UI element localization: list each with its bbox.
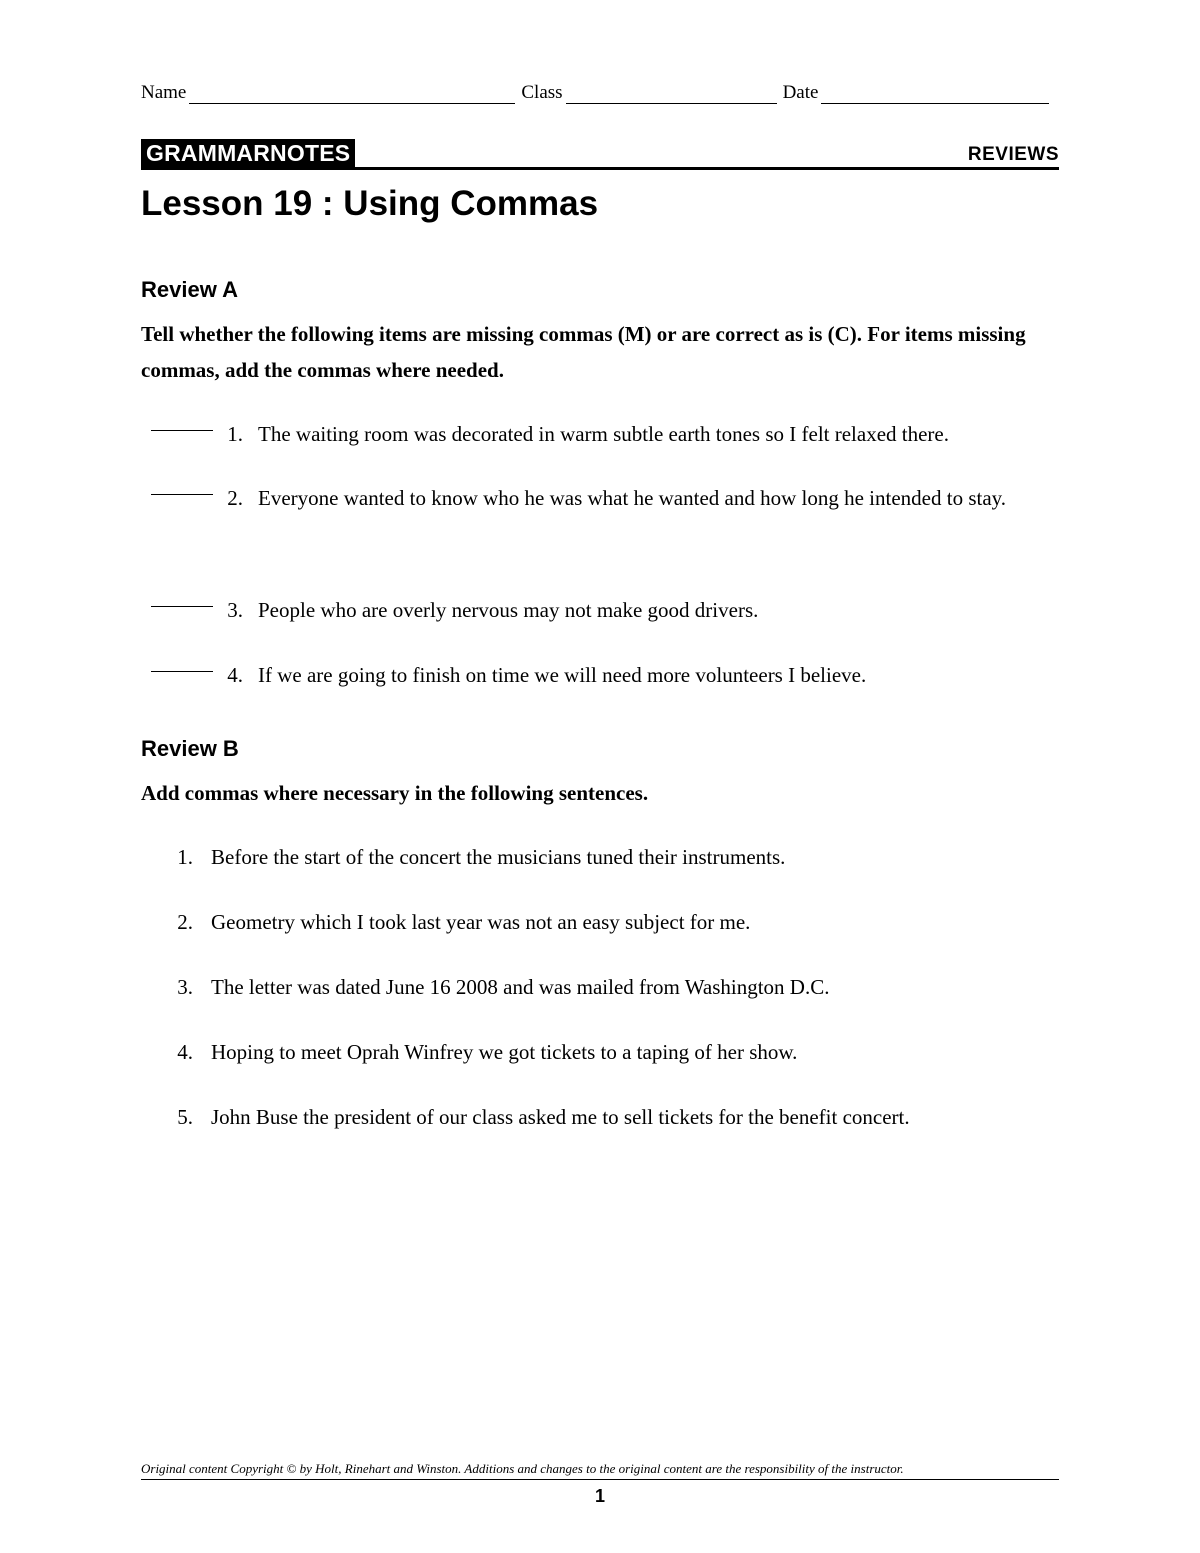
section-banner (141, 137, 1059, 170)
item-number: 4. (227, 663, 243, 687)
review-b-instructions: Add commas where necessary in the following sentences. (141, 781, 649, 805)
grammarnotes-label: GRAMMARNOTES (141, 139, 355, 167)
answer-blank[interactable] (151, 606, 213, 607)
item-number: 1. (227, 422, 243, 446)
item-text: Geometry which I took last year was not an easy subject for me. (211, 910, 751, 934)
item-text: People who are overly nervous may not make good drivers. (258, 598, 759, 622)
date-field[interactable] (821, 83, 1049, 104)
page-number: 1 (594, 1486, 605, 1506)
item-number: 4. (177, 1040, 193, 1064)
item-number: 2. (227, 486, 243, 510)
item-number: 1. (177, 845, 193, 869)
class-label: Class (521, 82, 563, 103)
answer-blank[interactable] (151, 494, 213, 495)
date-label: Date (782, 82, 819, 103)
page-title: Lesson 19 : Using Commas (141, 184, 599, 223)
student-info-header (141, 78, 1059, 104)
review-b-heading: Review B (141, 736, 239, 761)
item-number: 5. (177, 1105, 193, 1129)
item-text: John Buse the president of our class asked me to sell tickets for the benefit concert. (211, 1105, 910, 1129)
item-text: The letter was dated June 16 2008 and was mailed from Washington D.C. (211, 975, 830, 999)
item-text: The waiting room was decorated in warm subtle earth tones so I felt relaxed there. (258, 422, 950, 446)
item-number: 2. (177, 910, 193, 934)
reviews-label: REVIEWS (967, 144, 1059, 165)
item-text: If we are going to finish on time we will need more volunteers I believe. (258, 663, 867, 687)
item-number: 3. (177, 975, 193, 999)
answer-blank[interactable] (151, 671, 213, 672)
item-text: Hoping to meet Oprah Winfrey we got tickets to a taping of her show. (211, 1040, 798, 1064)
name-label: Name (141, 82, 187, 103)
item-text: Everyone wanted to know who he was what he wanted and how long he intended to stay. (258, 486, 1007, 510)
answer-blank[interactable] (151, 430, 213, 431)
review-a-heading: Review A (141, 277, 239, 302)
name-field[interactable] (189, 83, 515, 104)
item-number: 3. (227, 598, 243, 622)
review-a-instructions: Tell whether the following items are missing commas (M) or are correct as is (C). For items missing commas, add the commas where needed. (141, 322, 1026, 382)
class-field[interactable] (566, 83, 777, 104)
item-text: Before the start of the concert the musicians tuned their instruments. (211, 845, 786, 869)
copyright-notice: Original content Copyright © by Holt, Rinehart and Winston. Additions and changes to the original content are the responsibility of the instructor. (141, 1461, 1059, 1480)
